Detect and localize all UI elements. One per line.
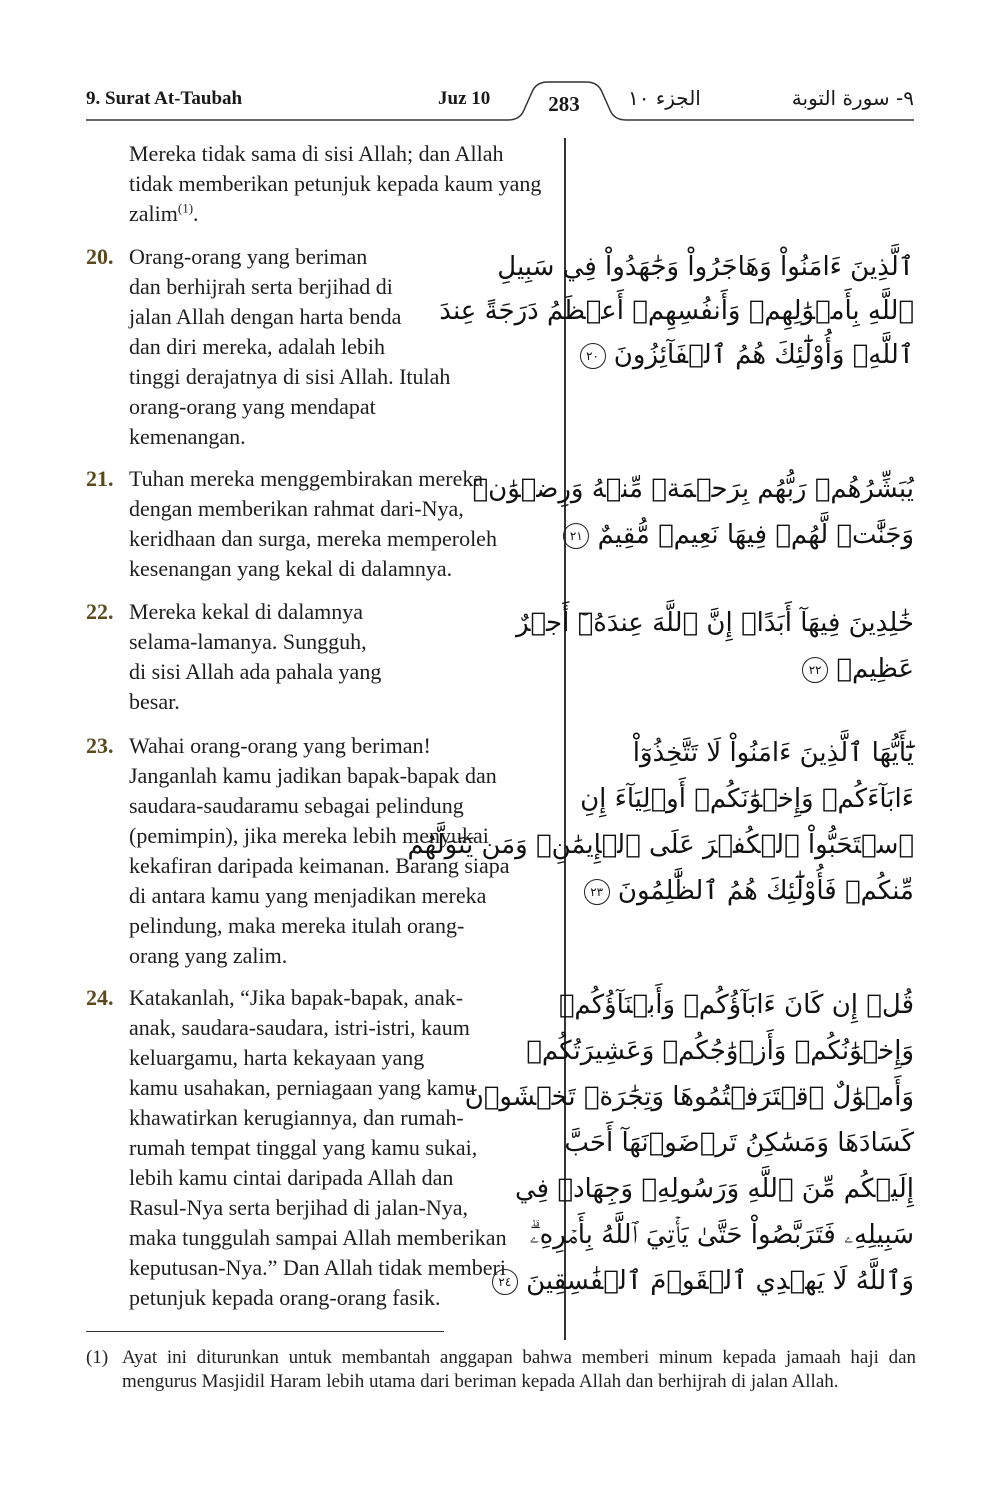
verse-23-arabic: يَٰٓأَيُّهَا ٱلَّذِينَ ءَامَنُواْ لَا تَتَّخِذُوٓاْ ءَابَآءَكُمۡ وَإِخۡوَٰنَكُمۡ أَوۡلِيَآءَ إِنِ ٱسۡتَحَبُّواْ ٱلۡكُفۡرَ عَلَى ٱلۡإِيمَٰنِۚ وَمَن يَتَوَلَّهُم مِّنكُمۡ فَأُوْلَٰٓئِكَ هُمُ ٱلظَّٰلِمُونَ ٢٣: [407, 738, 914, 906]
verse-number: 24.: [86, 985, 114, 1010]
verse-lines: Orang-orang yang beriman dan berhijrah serta berjihad di jalan Allah dengan harta benda dan diri mereka, adalah lebih tinggi derajatnya di sisi Allah. Itulah orang-orang yang mendapat kemenangan.: [129, 244, 451, 449]
verse-number: 21.: [86, 466, 114, 491]
verse-22-translation: [86, 597, 548, 717]
juz-label-arabic: الجزء ١٠: [628, 86, 701, 110]
verse-lines: Katakanlah, “Jika bapak-bapak, anak- anak, saudara-saudara, istri-istri, kaum keluargamu, harta kekayaan yang kamu usahakan, perniagaan yang kamu khawatirkan kerugiannya, dan rumah- rumah tempat tinggal yang kamu sukai, lebih kamu cintai daripada Allah dan Rasul-Nya serta berjihad di jalan-Nya, maka tunggulah sampai Allah memberikan keputusan-Nya.” Dan Allah tidak memberi petunjuk kepada orang-orang fasik.: [129, 985, 507, 1310]
verse-text: Mereka tidak sama di sisi Allah; dan Allah tidak memberikan petunjuk kepada kaum yang zalim$^{(1)}$.: [129, 141, 542, 226]
ayah-marker: ٢٤: [492, 1269, 518, 1295]
ayah-marker: ٢٢: [802, 657, 828, 683]
verse-lines: Tuhan mereka menggembirakan mereka dengan memberikan rahmat dari-Nya, keridhaan dan surga, mereka memperoleh kesenangan yang kekal di dalamnya.: [129, 466, 497, 581]
footnote-text: Ayat ini diturunkan untuk membantah anggapan bahwa memberi minum kepada jamaah haji dan mengurus Masjidil Haram lebih utama dari beriman kepada Allah dan berhijrah di jalan Allah.: [122, 1347, 916, 1392]
verse-lines: Wahai orang-orang yang beriman! Janganlah kamu jadikan bapak-bapak dan saudara-saudaramu sebagai pelindung (pemimpin), jika mereka lebih menyukai kekafiran daripada keimanan. Barang siapa di antara kamu yang menjadikan mereka pelindung, maka mereka itulah orang- orang yang zalim.: [129, 733, 510, 968]
ayah-marker: ٢٠: [580, 343, 606, 369]
surah-title-latin: 9. Surat At-Taubah: [86, 88, 243, 109]
verse-20-translation: [86, 242, 548, 452]
verse-20-arabic: ٱلَّذِينَ ءَامَنُواْ وَهَاجَرُواْ وَجَٰهَدُواْ فِي سَبِيلِ ٱللَّهِ بِأَمۡوَٰلِهِمۡ وَأَنفُسِهِمۡ أَعۡظَمُ دَرَجَةً عِندَ ٱللَّهِۚ وَأُوْلَٰٓئِكَ هُمُ ٱلۡفَآئِزُونَ ٢٠: [439, 252, 914, 370]
verse-19-continuation: [86, 139, 548, 229]
verse-number: 20.: [86, 244, 114, 269]
juz-label-latin: Juz 10: [438, 88, 491, 109]
verse-lines: Mereka kekal di dalamnya selama-lamanya. Sungguh, di sisi Allah ada pahala yang besar.: [129, 599, 382, 714]
verse-21-arabic: يُبَشِّرُهُمۡ رَبُّهُم بِرَحۡمَةٖ مِّنۡهُ وَرِضۡوَٰنٖ وَجَنَّٰتٖ لَّهُمۡ فِيهَا نَعِيمٞ مُّقِيمٌ ٢١: [472, 474, 914, 550]
ayah-marker: ٢١: [563, 523, 589, 549]
surah-title-arabic: ٩- سورة التوبة: [791, 86, 914, 110]
page-header: [0, 0, 1000, 130]
verse-22-arabic: خَٰلِدِينَ فِيهَآ أَبَدًاۚ إِنَّ ٱللَّهَ عِندَهُۥٓ أَجۡرٌ عَظِيمٞ ٢٢: [516, 608, 914, 684]
verse-19-text: Mereka tidak sama di sisi Allah; dan Allah tidak memberikan petunjuk kepada kaum yang zalim: [129, 141, 542, 226]
footnote-divider: [86, 1331, 444, 1332]
footnote: [86, 1346, 916, 1394]
page-number: 283: [548, 92, 580, 116]
verse-number: 22.: [86, 599, 114, 624]
ayah-marker: ٢٣: [584, 879, 610, 905]
verse-24-arabic: قُلۡ إِن كَانَ ءَابَآؤُكُمۡ وَأَبۡنَآؤُكُمۡ وَإِخۡوَٰنُكُمۡ وَأَزۡوَٰجُكُمۡ وَعَشِيرَتُكُمۡ وَأَمۡوَٰلٌ ٱقۡتَرَفۡتُمُوهَا وَتِجَٰرَةٞ تَخۡشَوۡنَ كَسَادَهَا وَمَسَٰكِنُ تَرۡضَوۡنَهَآ أَحَبَّ إِلَيۡكُم مِّنَ ٱللَّهِ وَرَسُولِهِۦ وَجِهَادٖ فِي سَبِيلِهِۦ فَتَرَبَّصُواْ حَتَّىٰ يَأۡتِيَ ٱللَّهُ بِأَمۡرِهِۦۗ وَٱللَّهُ لَا يَهۡدِي ٱلۡقَوۡمَ ٱلۡفَٰسِقِينَ ٢٤: [464, 990, 914, 1296]
footnote-number: (1): [86, 1347, 109, 1368]
verse-24-translation: [86, 983, 548, 1313]
verse-number: 23.: [86, 733, 114, 758]
footnote-ref[interactable]: (1): [177, 200, 194, 216]
header-rule: [0, 0, 1000, 130]
